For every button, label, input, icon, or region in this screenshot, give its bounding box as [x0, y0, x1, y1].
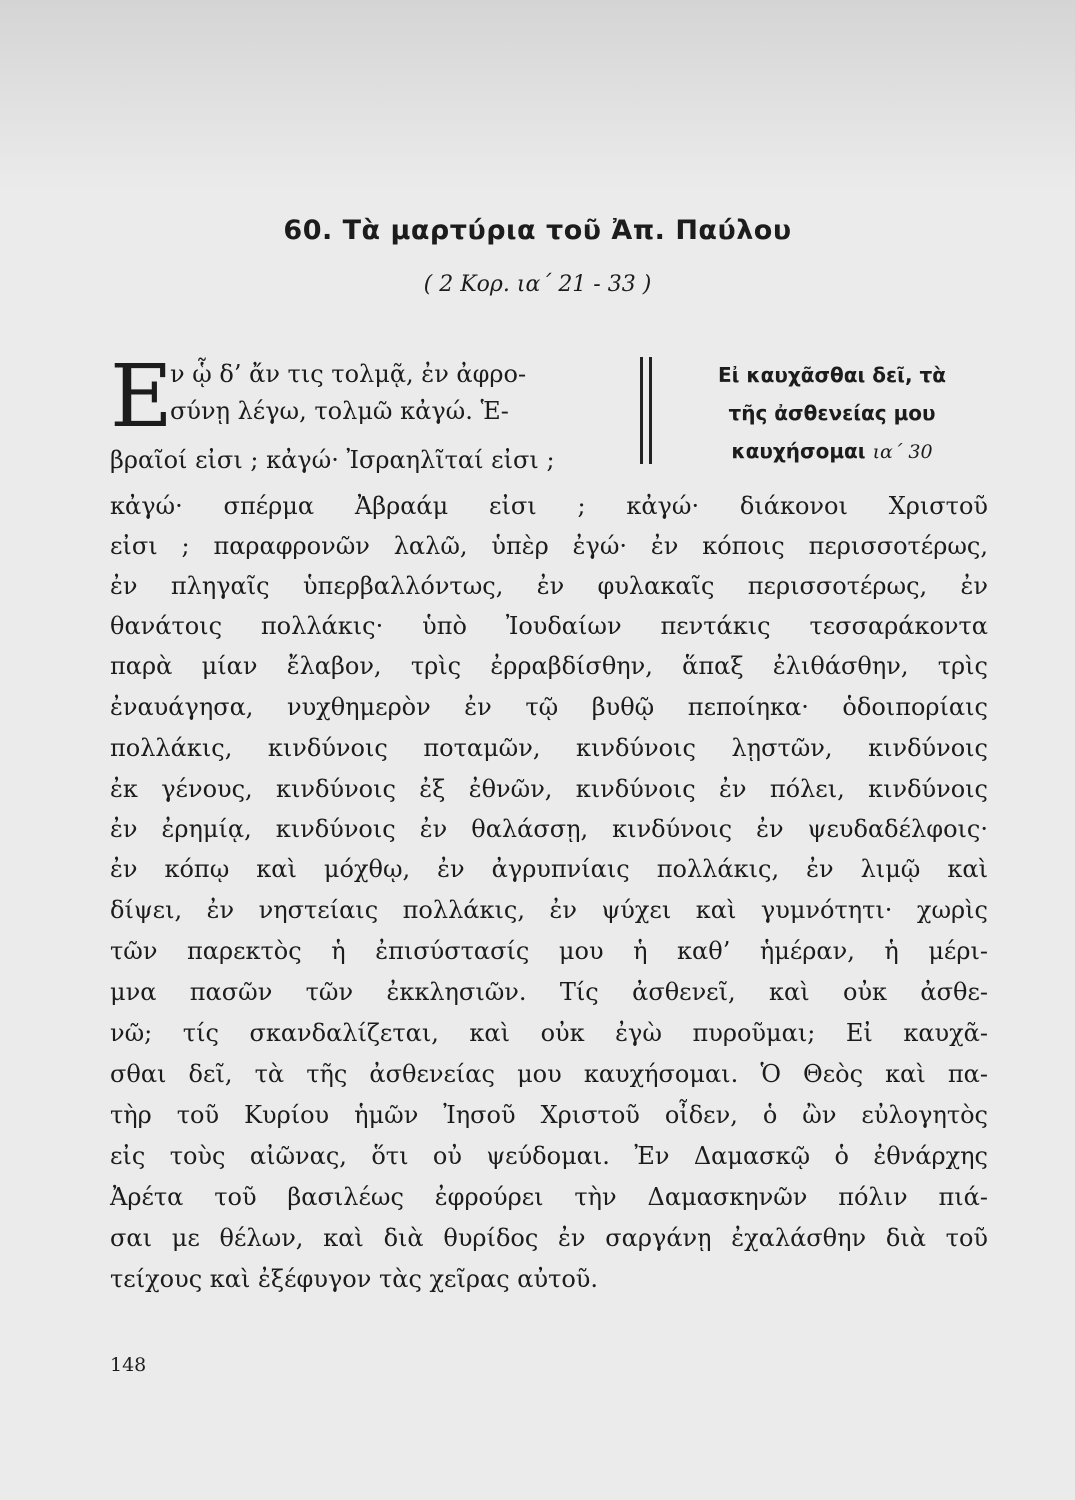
body-line: ἐναυάγησα, νυχθημερὸν ἐν τῷ βυθῷ πεποίηκα· ὁδοιπορίαις — [110, 693, 988, 721]
body-line: σθαι δεῖ, τὰ τῆς ἀσθενείας μου καυχήσομαι. Ὁ Θεὸς καὶ πα- — [110, 1060, 988, 1088]
margin-note-line-2: τῆς ἀσθενείας μου — [728, 401, 936, 425]
body-line: τὴρ τοῦ Κυρίου ἡμῶν Ἰησοῦ Χριστοῦ οἶδεν, ὁ ὢν εὐλογητὸς — [110, 1101, 988, 1129]
body-line: νῶ; τίς σκανδαλίζεται, καὶ οὐκ ἐγὼ πυροῦμαι; Εἰ καυχᾶ- — [110, 1019, 988, 1047]
body-line: εἰσι ; παραφρονῶν λαλῶ, ὑπὲρ ἐγώ· ἐν κόποις περισσοτέρως, — [110, 532, 988, 560]
intro-line-1: ν ᾧ δ’ ἄν τις τολμᾷ, ἐν ἀφρο- — [170, 360, 527, 388]
body-line: πολλάκις, κινδύνοις ποταμῶν, κινδύνοις λῃστῶν, κινδύνοις — [110, 734, 988, 762]
body-line: τῶν παρεκτὸς ἡ ἐπισύστασίς μου ἡ καθ’ ἡμέραν, ἡ μέρι- — [110, 937, 988, 965]
drop-cap-letter: Ε — [110, 347, 173, 447]
body-line: θανάτοις πολλάκις· ὑπὸ Ἰουδαίων πεντάκις τεσσαράκοντα — [110, 612, 988, 640]
scripture-reference: ( 2 Κορ. ια΄ 21 - 33 ) — [423, 272, 652, 297]
margin-note-text: καυχήσομαι — [731, 439, 866, 463]
margin-note-reference: ια΄ 30 — [872, 441, 933, 463]
body-line: ἐν πληγαῖς ὑπερβαλλόντως, ἐν φυλακαῖς περισσοτέρως, ἐν — [110, 572, 988, 600]
margin-note-line-1: Εἰ καυχᾶσθαι δεῖ, τὰ — [717, 363, 947, 387]
margin-note — [672, 356, 992, 471]
body-line: Ἀρέτα τοῦ βασιλέως ἐφρούρει τὴν Δαμασκηνῶν πόλιν πιά- — [110, 1183, 988, 1211]
body-line: παρὰ μίαν ἔλαβον, τρὶς ἐρραβδίσθην, ἅπαξ ἐλιθάσθην, τρὶς — [110, 652, 988, 680]
body-line: ἐν ἐρημίᾳ, κινδύνοις ἐν θαλάσσῃ, κινδύνοις ἐν ψευδαδέλφοις· — [110, 815, 988, 843]
body-line: μνα πασῶν τῶν ἐκκλησιῶν. Τίς ἀσθενεῖ, καὶ οὐκ ἀσθε- — [110, 978, 988, 1006]
body-line: ἐν κόπῳ καὶ μόχθῳ, ἐν ἀγρυπνίαις πολλάκις, ἐν λιμῷ καὶ — [110, 855, 988, 883]
body-line: δίψει, ἐν νηστείαις πολλάκις, ἐν ψύχει καὶ γυμνότητι· χωρὶς — [110, 896, 988, 924]
body-line: ἐκ γένους, κινδύνοις ἐξ ἐθνῶν, κινδύνοις ἐν πόλει, κινδύνοις — [110, 775, 988, 803]
body-line: εἰς τοὺς αἰῶνας, ὅτι οὐ ψεύδομαι. Ἐν Δαμασκῷ ὁ ἐθνάρχης — [110, 1142, 988, 1170]
margin-note-line-3 — [672, 432, 992, 471]
body-line: τείχους καὶ ἐξέφυγον τὰς χεῖρας αὐτοῦ. — [110, 1265, 599, 1293]
body-line: κἀγώ· σπέρμα Ἀβραάμ εἰσι ; κἀγώ· διάκονοι Χριστοῦ — [110, 492, 988, 520]
intro-line-3: βραῖοί εἰσι ; κἀγώ· Ἰσραηλῖταί εἰσι ; — [110, 446, 555, 474]
intro-line-2: σύνῃ λέγω, τολμῶ κἀγώ. Ἑ- — [170, 397, 509, 425]
body-line: σαι με θέλων, καὶ διὰ θυρίδος ἐν σαργάνῃ ἐχαλάσθην διὰ τοῦ — [110, 1224, 988, 1252]
section-title: 60. Τὰ μαρτύρια τοῦ Ἀπ. Παύλου — [283, 215, 792, 246]
double-rule-divider — [640, 357, 652, 464]
page-number: 148 — [110, 1354, 147, 1376]
